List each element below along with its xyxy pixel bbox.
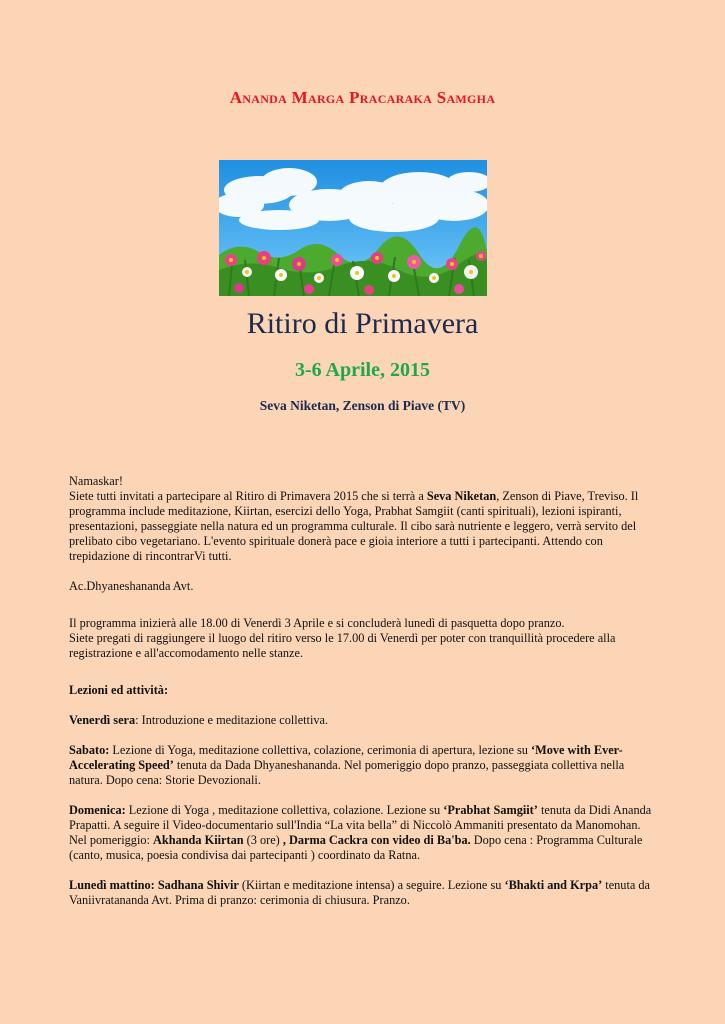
- schedule-line-1: Il programma inizierà alle 18.00 di Venerdì 3 Aprile e si concluderà lunedì di pasquetta dopo pranzo.: [69, 616, 565, 630]
- invitation-text-rest: , Zenson di Piave, Treviso. Il programma include meditazione, Kiirtan, esercizi dello Yoga, Prabhat Samgiit (canti spirituali), lezioni ispiranti, presentazioni, passeggiate nella natura ed un programma culturale. Il cibo sarà nutriente e leggero, verrà servito del prelibato cibo vegetariano. L'evento spirituale donerà pace e gioia interiore a tutti i partecipanti. Attendo con trepidazione di rincontrarVi tutti.: [69, 489, 639, 563]
- monday-item: Lunedì mattino: Sadhana Shivir (Kiirtan e meditazione intensa) a seguire. Lezione su ‘Bhakti and Krpa’ tenuta da Vaniivratananda Avt. Prima di pranzo: cerimonia di chiusura. Pranzo.: [69, 878, 651, 907]
- event-title: Ritiro di Primavera: [246, 307, 479, 340]
- monday-label: Lunedì mattino:: [69, 878, 155, 892]
- event-dates: 3-6 Aprile, 2015: [295, 359, 430, 381]
- friday-label: Venerdì sera: [69, 713, 136, 727]
- schedule-line-2: Siete pregati di raggiungere il luogo del ritiro verso le 17.00 di Venerdì per poter con tranquillità procedere alla registrazione e all'accomodamento nelle stanze.: [69, 631, 616, 660]
- letter-body: [69, 474, 659, 908]
- spring-meadow-image: [219, 160, 487, 296]
- invitation-text: Siete tutti invitati a partecipare al Ritiro di Primavera 2015 che si terrà a: [69, 489, 427, 503]
- sunday-item: Domenica: Lezione di Yoga , meditazione collettiva, colazione. Lezione su ‘Prabhat Samgiit’ tenuta da Didi Ananda Prapatti. A seguire il Video-documentario sull'India “La vita bella” di Niccolò Ammaniti presentato da Manomohan. Nel pomeriggio: Akhanda Kiirtan (3 ore) , Darma Cackra con video di Ba'ba. Dopo cena : Programma Culturale (canto, musica, poesia condivisa dai partecipanti ) coordinato da Ratna.: [69, 803, 652, 862]
- venue-name: Seva Niketan: [426, 489, 497, 503]
- friday-item: Venerdì sera: Introduzione e meditazione collettiva.: [69, 713, 329, 727]
- saturday-label: Sabato:: [69, 743, 110, 757]
- lessons-heading: Lezioni ed attività:: [69, 683, 169, 697]
- event-location: Seva Niketan, Zenson di Piave (TV): [259, 398, 466, 413]
- signature: Ac.Dhyaneshananda Avt.: [69, 579, 194, 593]
- invitation-paragraph: [69, 489, 659, 564]
- organization-header: Ananda Marga Pracaraka Samgha: [229, 88, 496, 107]
- sunday-label: Domenica:: [69, 803, 126, 817]
- greeting: Namaskar!: [69, 474, 123, 488]
- saturday-item: Sabato: Lezione di Yoga, meditazione collettiva, colazione, cerimonia di apertura, lezione su ‘Move with Ever-Accelerating Speed’ tenuta da Dada Dhyaneshananda. Nel pomeriggio dopo pranzo, passeggiata collettiva nella natura. Dopo cena: Storie Devozionali.: [69, 743, 625, 787]
